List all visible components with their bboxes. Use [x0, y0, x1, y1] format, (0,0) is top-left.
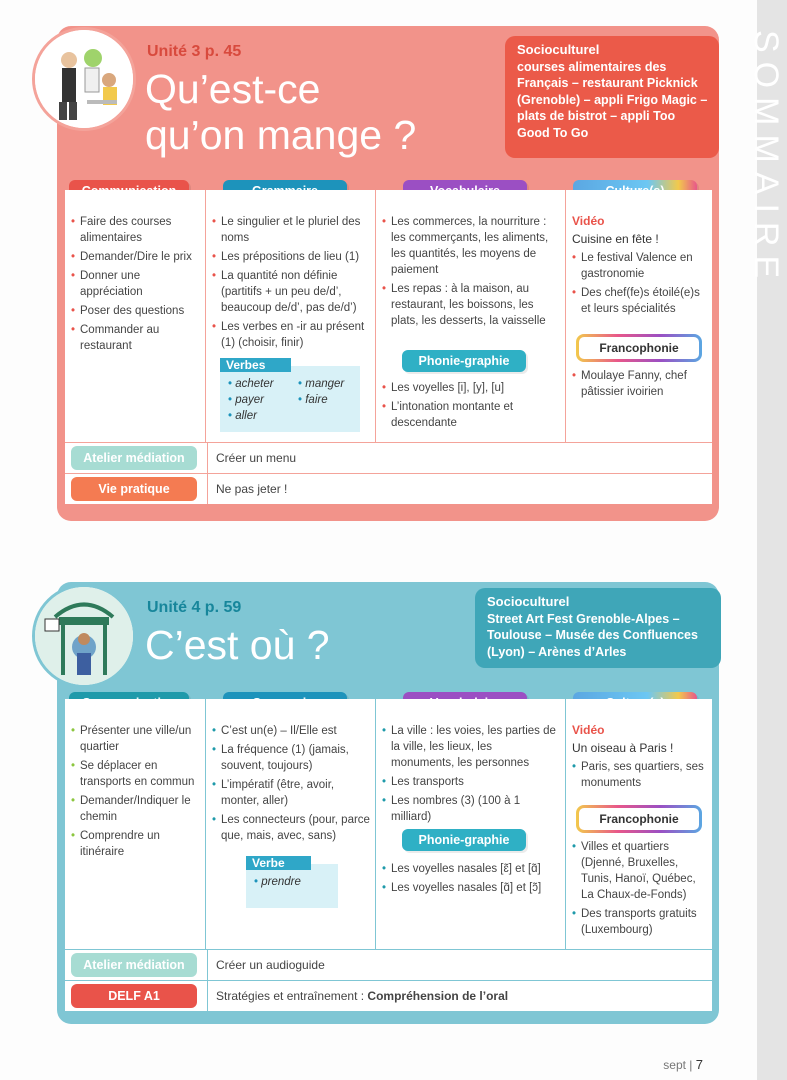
list-item: • Villes et quartiers (Djenné, Bruxelles, Tunis, Hanoï, Québec, La Chaux-de-Fonds) [572, 839, 708, 903]
video-title: Cuisine en fête ! [572, 232, 659, 246]
list-item: • Moulaye Fanny, chef pâtissier ivoirien [572, 368, 708, 400]
socio-text: courses alimentaires des Français – restaurant Picknick (Grenoble) – appli Frigo Magic – plats de bistrot – appli Too Good To Go [517, 59, 708, 140]
unit-3-title [145, 66, 416, 158]
column-cultures [565, 190, 713, 442]
page-number-digit: 7 [695, 1057, 703, 1072]
list-item: • Des chef(fe)s étoilé(e)s et leurs spécialités [572, 285, 708, 317]
vocabulaire-list [382, 214, 558, 332]
unit-4-socioculturel-box [475, 588, 721, 668]
unit-4-title-line-1: C’est où ? [145, 622, 330, 668]
list-item: • Le festival Valence en gastronomie [572, 250, 708, 282]
socio-title: Socioculturel [487, 594, 570, 609]
verbe-title: Verbe [246, 856, 311, 870]
column-cultures [565, 699, 713, 949]
row-atelier-mediation [65, 949, 712, 980]
unit-4-illustration [32, 584, 136, 688]
vie-pratique-text: Ne pas jeter ! [207, 474, 713, 504]
list-item: • La fréquence (1) (jamais, souvent, toujours) [212, 742, 370, 774]
grammaire-list [212, 214, 370, 354]
list-item: • Les prépositions de lieu (1) [212, 249, 370, 265]
column-communication [65, 699, 205, 949]
list-item: • Les repas : à la maison, au restaurant, les boissons, les plats, les desserts, la vaisselle [382, 281, 558, 329]
list-item: • Les voyelles nasales [ɛ̃] et [ɑ̃] [382, 861, 558, 877]
unit-3-content-grid [65, 190, 712, 442]
list-item: • Présenter une ville/un quartier [71, 723, 199, 755]
video-label: Vidéo [572, 723, 605, 737]
socio-title: Socioculturel [517, 42, 600, 57]
side-text: SOMMAIRE [747, 30, 785, 288]
verbes-list [228, 376, 352, 424]
atelier-mediation-label: Atelier médiation [71, 953, 197, 977]
phonie-list [382, 861, 558, 899]
list-item: • Les voyelles [i], [y], [u] [382, 380, 558, 396]
list-item: • L’intonation montante et descendante [382, 399, 558, 431]
list-item: • Des transports gratuits (Luxembourg) [572, 906, 708, 938]
header-phonie-graphie: Phonie-graphie [402, 350, 526, 372]
page-number-word: sept [663, 1058, 686, 1072]
unit-3-card [57, 26, 719, 521]
delf-a1-text [207, 981, 713, 1011]
video-title: Un oiseau à Paris ! [572, 741, 674, 755]
francophonie-list [572, 839, 708, 941]
row-delf-a1 [65, 980, 712, 1011]
unit-3-title-line-1: Qu’est-ce [145, 66, 321, 112]
page-number: sept | 7 [663, 1057, 703, 1072]
column-grammaire [205, 699, 376, 949]
unit-3-title-line-2: qu’on mange ? [145, 112, 417, 158]
unit-4-title [145, 622, 330, 668]
list-item: • C’est un(e) – Il/Elle est [212, 723, 370, 739]
list-item: • Donner une appréciation [71, 268, 199, 300]
list-item: • L’impératif (être, avoir, monter, aller) [212, 777, 370, 809]
row-vie-pratique [65, 473, 712, 504]
verb-item: • manger [298, 376, 358, 392]
list-item: • La quantité non définie (partitifs + un peu de/d’, beaucoup de/d’, pas de/d’) [212, 268, 370, 316]
delf-a1-text-plain: Stratégies et entraînement : [216, 989, 368, 1003]
list-item: • Les verbes en -ir au présent (1) (choisir, finir) [212, 319, 370, 351]
delf-a1-label: DELF A1 [71, 984, 197, 1008]
francophonie-label: Francophonie [576, 334, 702, 362]
communication-list [71, 214, 199, 357]
francophonie-label: Francophonie [576, 805, 702, 833]
unit-4-card [57, 582, 719, 1024]
verb-item: • acheter [228, 376, 298, 392]
list-item: • Les transports [382, 774, 558, 790]
atelier-mediation-text: Créer un menu [207, 443, 713, 473]
unit-3-socioculturel-box [505, 36, 719, 158]
verb-item: • aller [228, 408, 298, 424]
column-grammaire [205, 190, 376, 442]
verbe-box [246, 856, 338, 908]
verbe-list [254, 874, 330, 890]
unit-3-reference: Unité 3 p. 45 [147, 43, 242, 60]
list-item: • Le singulier et le pluriel des noms [212, 214, 370, 246]
socio-text: Street Art Fest Grenoble-Alpes – Toulouse – Musée des Confluences (Lyon) – Arènes d’Arles [487, 611, 698, 659]
vocabulaire-list [382, 723, 558, 828]
list-item: • Demander/Indiquer le chemin [71, 793, 199, 825]
list-item: • Les voyelles nasales [ɑ̃] et [ɔ̃] [382, 880, 558, 896]
vie-pratique-label: Vie pratique [71, 477, 197, 501]
list-item: • Se déplacer en transports en commun [71, 758, 199, 790]
list-item: • Les commerces, la nourriture : les commerçants, les aliments, les quantités, les moyens de paiement [382, 214, 558, 278]
unit-4-content-grid [65, 699, 712, 949]
culture-list [572, 759, 708, 794]
list-item: • Poser des questions [71, 303, 199, 319]
unit-3-illustration [32, 27, 136, 131]
list-item: • Faire des courses alimentaires [71, 214, 199, 246]
column-vocabulaire [375, 190, 566, 442]
column-communication [65, 190, 205, 442]
header-phonie-graphie: Phonie-graphie [402, 829, 526, 851]
unit-4-reference: Unité 4 p. 59 [147, 599, 242, 616]
verb-item: • payer [228, 392, 298, 408]
column-vocabulaire [375, 699, 566, 949]
verb-item: • prendre [254, 874, 334, 890]
list-item: • Les connecteurs (pour, parce que, mais, avec, sans) [212, 812, 370, 844]
communication-list [71, 723, 199, 863]
verbes-title: Verbes [220, 358, 291, 372]
list-item: • Demander/Dire le prix [71, 249, 199, 265]
culture-list [572, 250, 708, 320]
list-item: • Commander au restaurant [71, 322, 199, 354]
phonie-list [382, 380, 558, 434]
verb-item: • faire [298, 392, 358, 408]
francophonie-list [572, 368, 708, 403]
video-label: Vidéo [572, 214, 605, 228]
grammaire-list [212, 723, 370, 847]
list-item: • Paris, ses quartiers, ses monuments [572, 759, 708, 791]
verbes-box [220, 358, 360, 432]
side-band [747, 0, 787, 1080]
list-item: • Les nombres (3) (100 à 1 milliard) [382, 793, 558, 825]
atelier-mediation-text: Créer un audioguide [207, 950, 713, 980]
delf-a1-text-bold: Compréhension de l’oral [367, 989, 509, 1003]
atelier-mediation-label: Atelier médiation [71, 446, 197, 470]
list-item: • La ville : les voies, les parties de la ville, les lieux, les monuments, les personnes [382, 723, 558, 771]
row-atelier-mediation [65, 442, 712, 473]
list-item: • Comprendre un itinéraire [71, 828, 199, 860]
